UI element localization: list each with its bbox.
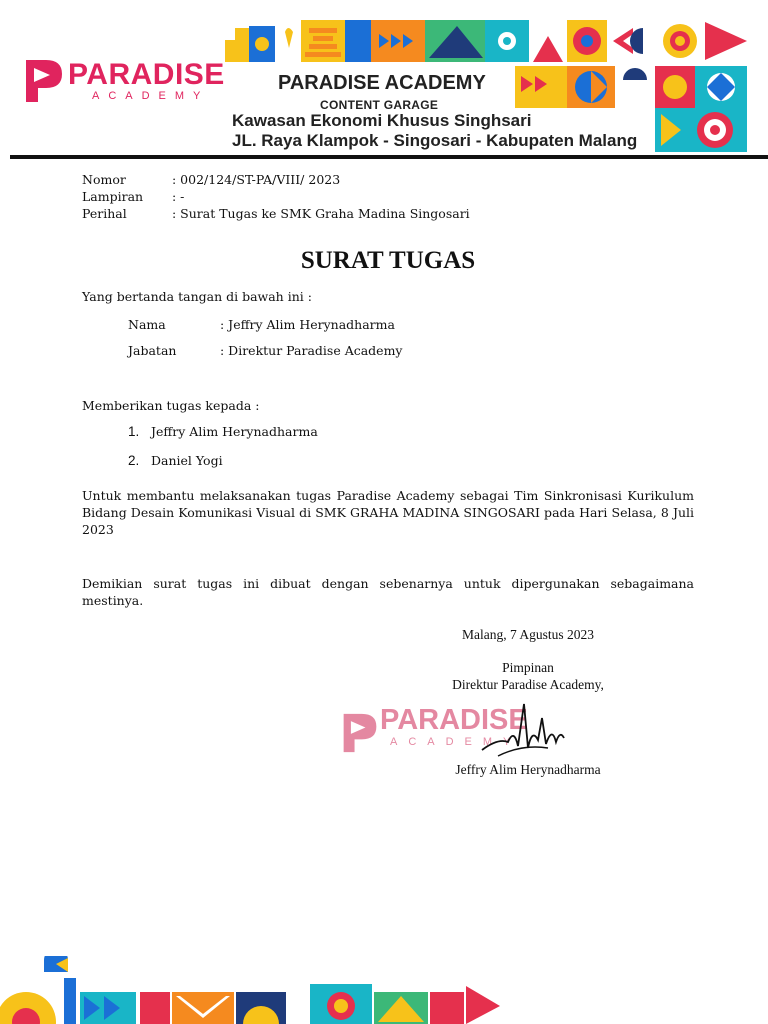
- logo-sub-text: ACADEMY: [92, 90, 210, 102]
- signature-role: Pimpinan: [502, 660, 554, 675]
- header-address-line1: Kawasan Ekonomi Khusus Singhsari: [232, 111, 532, 130]
- meta-label-nomor: Nomor: [82, 172, 126, 187]
- signer-value-nama: : Jeffry Alim Herynadharma: [220, 317, 395, 332]
- logo-brand-text: PARADISE: [68, 58, 225, 91]
- footer-mosaic-decoration: [0, 956, 510, 1024]
- signature-title: Direktur Paradise Academy,: [452, 677, 604, 692]
- header-address-line2: JL. Raya Klampok - Singosari - Kabupaten Malang: [232, 131, 638, 150]
- assignee-name: Daniel Yogi: [151, 453, 223, 468]
- handwritten-signature: [478, 698, 570, 764]
- assignee-name: Jeffry Alim Herynadharma: [151, 424, 318, 439]
- assign-intro-text: Memberikan tugas kepada :: [82, 398, 260, 413]
- meta-value-nomor: : 002/124/ST-PA/VIII/ 2023: [172, 172, 341, 187]
- meta-value-lampiran: : -: [172, 189, 185, 204]
- paragraph-task: Untuk membantu melaksanakan tugas Paradise Academy sebagai Tim Sinkronisasi Kurikulum Bidang Desain Komunikasi Visual di SMK GRAHA MADINA SINGOSARI pada Hari Selasa, 8 Juli 2023: [82, 488, 694, 537]
- signature-date: Malang, 7 Agustus 2023: [461, 627, 594, 642]
- paradise-logo: [22, 56, 225, 106]
- stamp-play-icon: [340, 708, 380, 758]
- meta-label-lampiran: Lampiran: [82, 189, 144, 204]
- signature-name: Jeffry Alim Herynadharma: [455, 762, 601, 777]
- play-logo-icon: [22, 58, 66, 104]
- header-subtitle: CONTENT GARAGE: [320, 98, 439, 112]
- paragraph-closing: Demikian surat tugas ini dibuat dengan sebenarnya untuk dipergunakan sebagaimana mestinya.: [82, 576, 694, 608]
- header-divider: [10, 155, 768, 159]
- signer-label-jabatan: Jabatan: [128, 343, 177, 358]
- assignee-number: 1.: [128, 424, 140, 439]
- intro-text: Yang bertanda tangan di bawah ini :: [82, 289, 312, 304]
- stamp-sub-text: ACADEMY: [390, 736, 522, 748]
- document-title: SURAT TUGAS: [300, 247, 476, 274]
- stamp-brand-text: PARADISE: [380, 704, 528, 736]
- meta-value-perihal: : Surat Tugas ke SMK Graha Madina Singosari: [172, 206, 470, 221]
- header-title: PARADISE ACADEMY: [278, 72, 486, 94]
- signer-value-jabatan: : Direktur Paradise Academy: [220, 343, 403, 358]
- meta-label-perihal: Perihal: [82, 206, 127, 221]
- assignee-number: 2.: [128, 453, 140, 468]
- signer-label-nama: Nama: [128, 317, 166, 332]
